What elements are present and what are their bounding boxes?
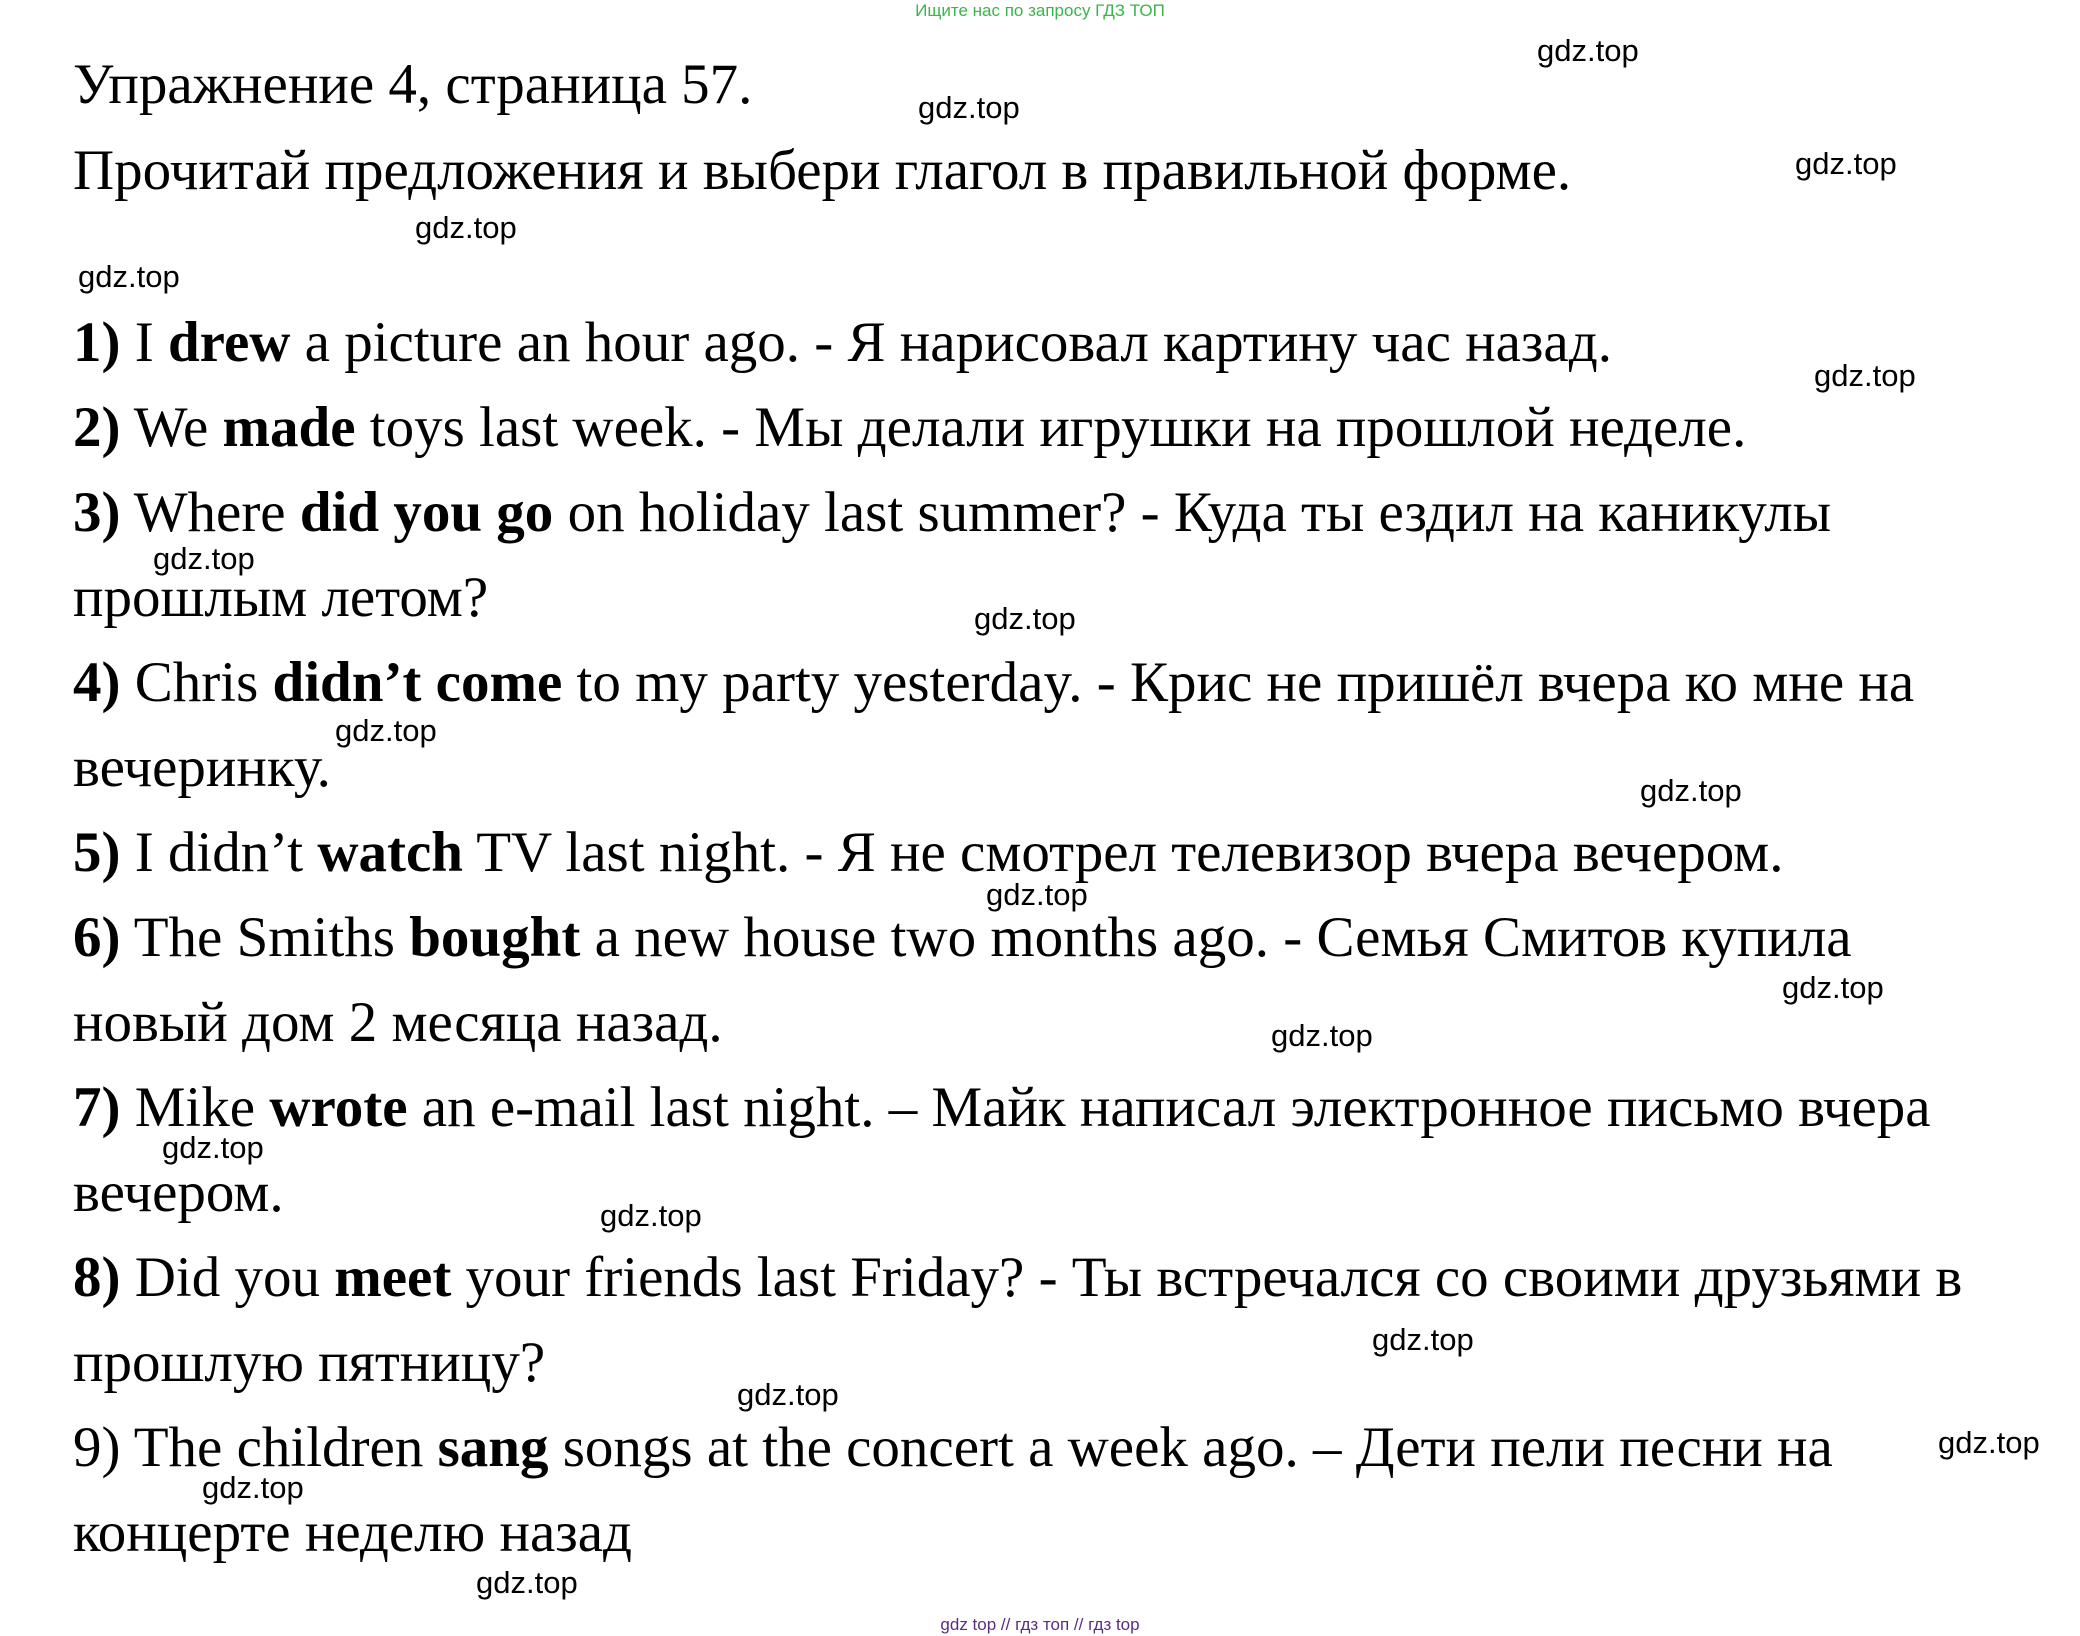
item-text: I xyxy=(134,311,168,374)
answer-verb: made xyxy=(222,396,356,459)
answer-verb: did you go xyxy=(299,481,554,544)
exercise-title: Упражнение 4, страница 57. xyxy=(73,53,753,116)
item-9-continued: концерте неделю назад xyxy=(73,1501,633,1564)
item-text: an e-mail last night. – Майк написал электронное письмо вчера xyxy=(407,1076,1931,1139)
watermark: gdz.top xyxy=(335,713,437,748)
item-number: 5) xyxy=(73,821,121,884)
item-5 xyxy=(73,820,1784,886)
watermark: gdz.top xyxy=(1795,146,1897,181)
item-1 xyxy=(73,310,1612,376)
item-text: toys last week. - Мы делали игрушки на прошлой неделе. xyxy=(355,396,1747,459)
answer-verb: meet xyxy=(334,1246,452,1309)
answer-verb: didn’t come xyxy=(272,651,563,714)
item-7-continued: вечером. xyxy=(73,1161,284,1224)
watermark: gdz.top xyxy=(202,1470,304,1505)
item-4 xyxy=(73,650,1914,716)
watermark: gdz.top xyxy=(153,541,255,576)
watermark: gdz.top xyxy=(1782,970,1884,1005)
item-text: to my party yesterday. - Крис не пришёл вчера ко мне на xyxy=(562,651,1915,714)
item-text: Did you xyxy=(134,1246,335,1309)
answer-verb: sang xyxy=(437,1416,549,1479)
item-text: Where xyxy=(133,481,300,544)
item-6-continued: новый дом 2 месяца назад. xyxy=(73,991,723,1054)
watermark: gdz.top xyxy=(162,1130,264,1165)
watermark: gdz.top xyxy=(1814,358,1916,393)
item-text: on holiday last summer? - Куда ты ездил на каникулы xyxy=(553,481,1831,544)
item-number: 6) xyxy=(73,906,121,969)
watermark: gdz.top xyxy=(1271,1018,1373,1053)
instruction: Прочитай предложения и выбери глагол в правильной форме. xyxy=(73,139,1572,202)
item-text: I didn’t xyxy=(134,821,318,884)
item-8 xyxy=(73,1245,1962,1311)
watermark: gdz.top xyxy=(737,1377,839,1412)
item-6 xyxy=(73,905,1852,971)
item-2 xyxy=(73,395,1746,461)
top-banner: Ищите нас по запросу ГДЗ ТОП xyxy=(915,1,1165,20)
item-number: 2) xyxy=(73,396,121,459)
watermark: gdz.top xyxy=(1938,1425,2040,1460)
item-4-continued: вечеринку. xyxy=(73,736,331,799)
item-text: your friends last Friday? - Ты встречался со своими друзьями в xyxy=(451,1246,1963,1309)
item-text: songs at the concert a week ago. – Дети пели песни на xyxy=(548,1416,1833,1479)
answer-verb: watch xyxy=(317,821,463,884)
watermark: gdz.top xyxy=(974,601,1076,636)
item-7 xyxy=(73,1075,1931,1141)
item-number: 7) xyxy=(73,1076,121,1139)
footer-links: gdz top // гдз топ // гдз top xyxy=(940,1615,1140,1634)
item-text: a new house two months ago. - Семья Смитов купила xyxy=(580,906,1852,969)
item-text: We xyxy=(133,396,223,459)
item-number: 9) xyxy=(73,1416,121,1479)
item-text: a picture an hour ago. - Я нарисовал картину час назад. xyxy=(290,311,1612,374)
item-number: 4) xyxy=(73,651,121,714)
answer-verb: wrote xyxy=(269,1076,408,1139)
answer-verb: drew xyxy=(167,311,291,374)
item-9 xyxy=(73,1415,1833,1481)
answer-verb: bought xyxy=(409,906,581,969)
watermark: gdz.top xyxy=(476,1565,578,1600)
watermark: gdz.top xyxy=(78,259,180,294)
watermark: gdz.top xyxy=(1372,1322,1474,1357)
item-text: The children xyxy=(133,1416,438,1479)
watermark: gdz.top xyxy=(1537,33,1639,68)
item-number: 3) xyxy=(73,481,121,544)
item-text: TV last night. - Я не смотрел телевизор вчера вечером. xyxy=(463,821,1784,884)
watermark: gdz.top xyxy=(600,1198,702,1233)
item-3 xyxy=(73,480,1831,546)
item-3-continued: прошлым летом? xyxy=(73,566,489,629)
item-number: 1) xyxy=(73,311,121,374)
watermark: gdz.top xyxy=(415,210,517,245)
item-text: Chris xyxy=(134,651,273,714)
item-8-continued: прошлую пятницу? xyxy=(73,1331,546,1394)
watermark: gdz.top xyxy=(918,90,1020,125)
watermark: gdz.top xyxy=(1640,773,1742,808)
item-text: Mike xyxy=(134,1076,270,1139)
watermark: gdz.top xyxy=(986,877,1088,912)
item-number: 8) xyxy=(73,1246,121,1309)
item-text: The Smiths xyxy=(133,906,410,969)
